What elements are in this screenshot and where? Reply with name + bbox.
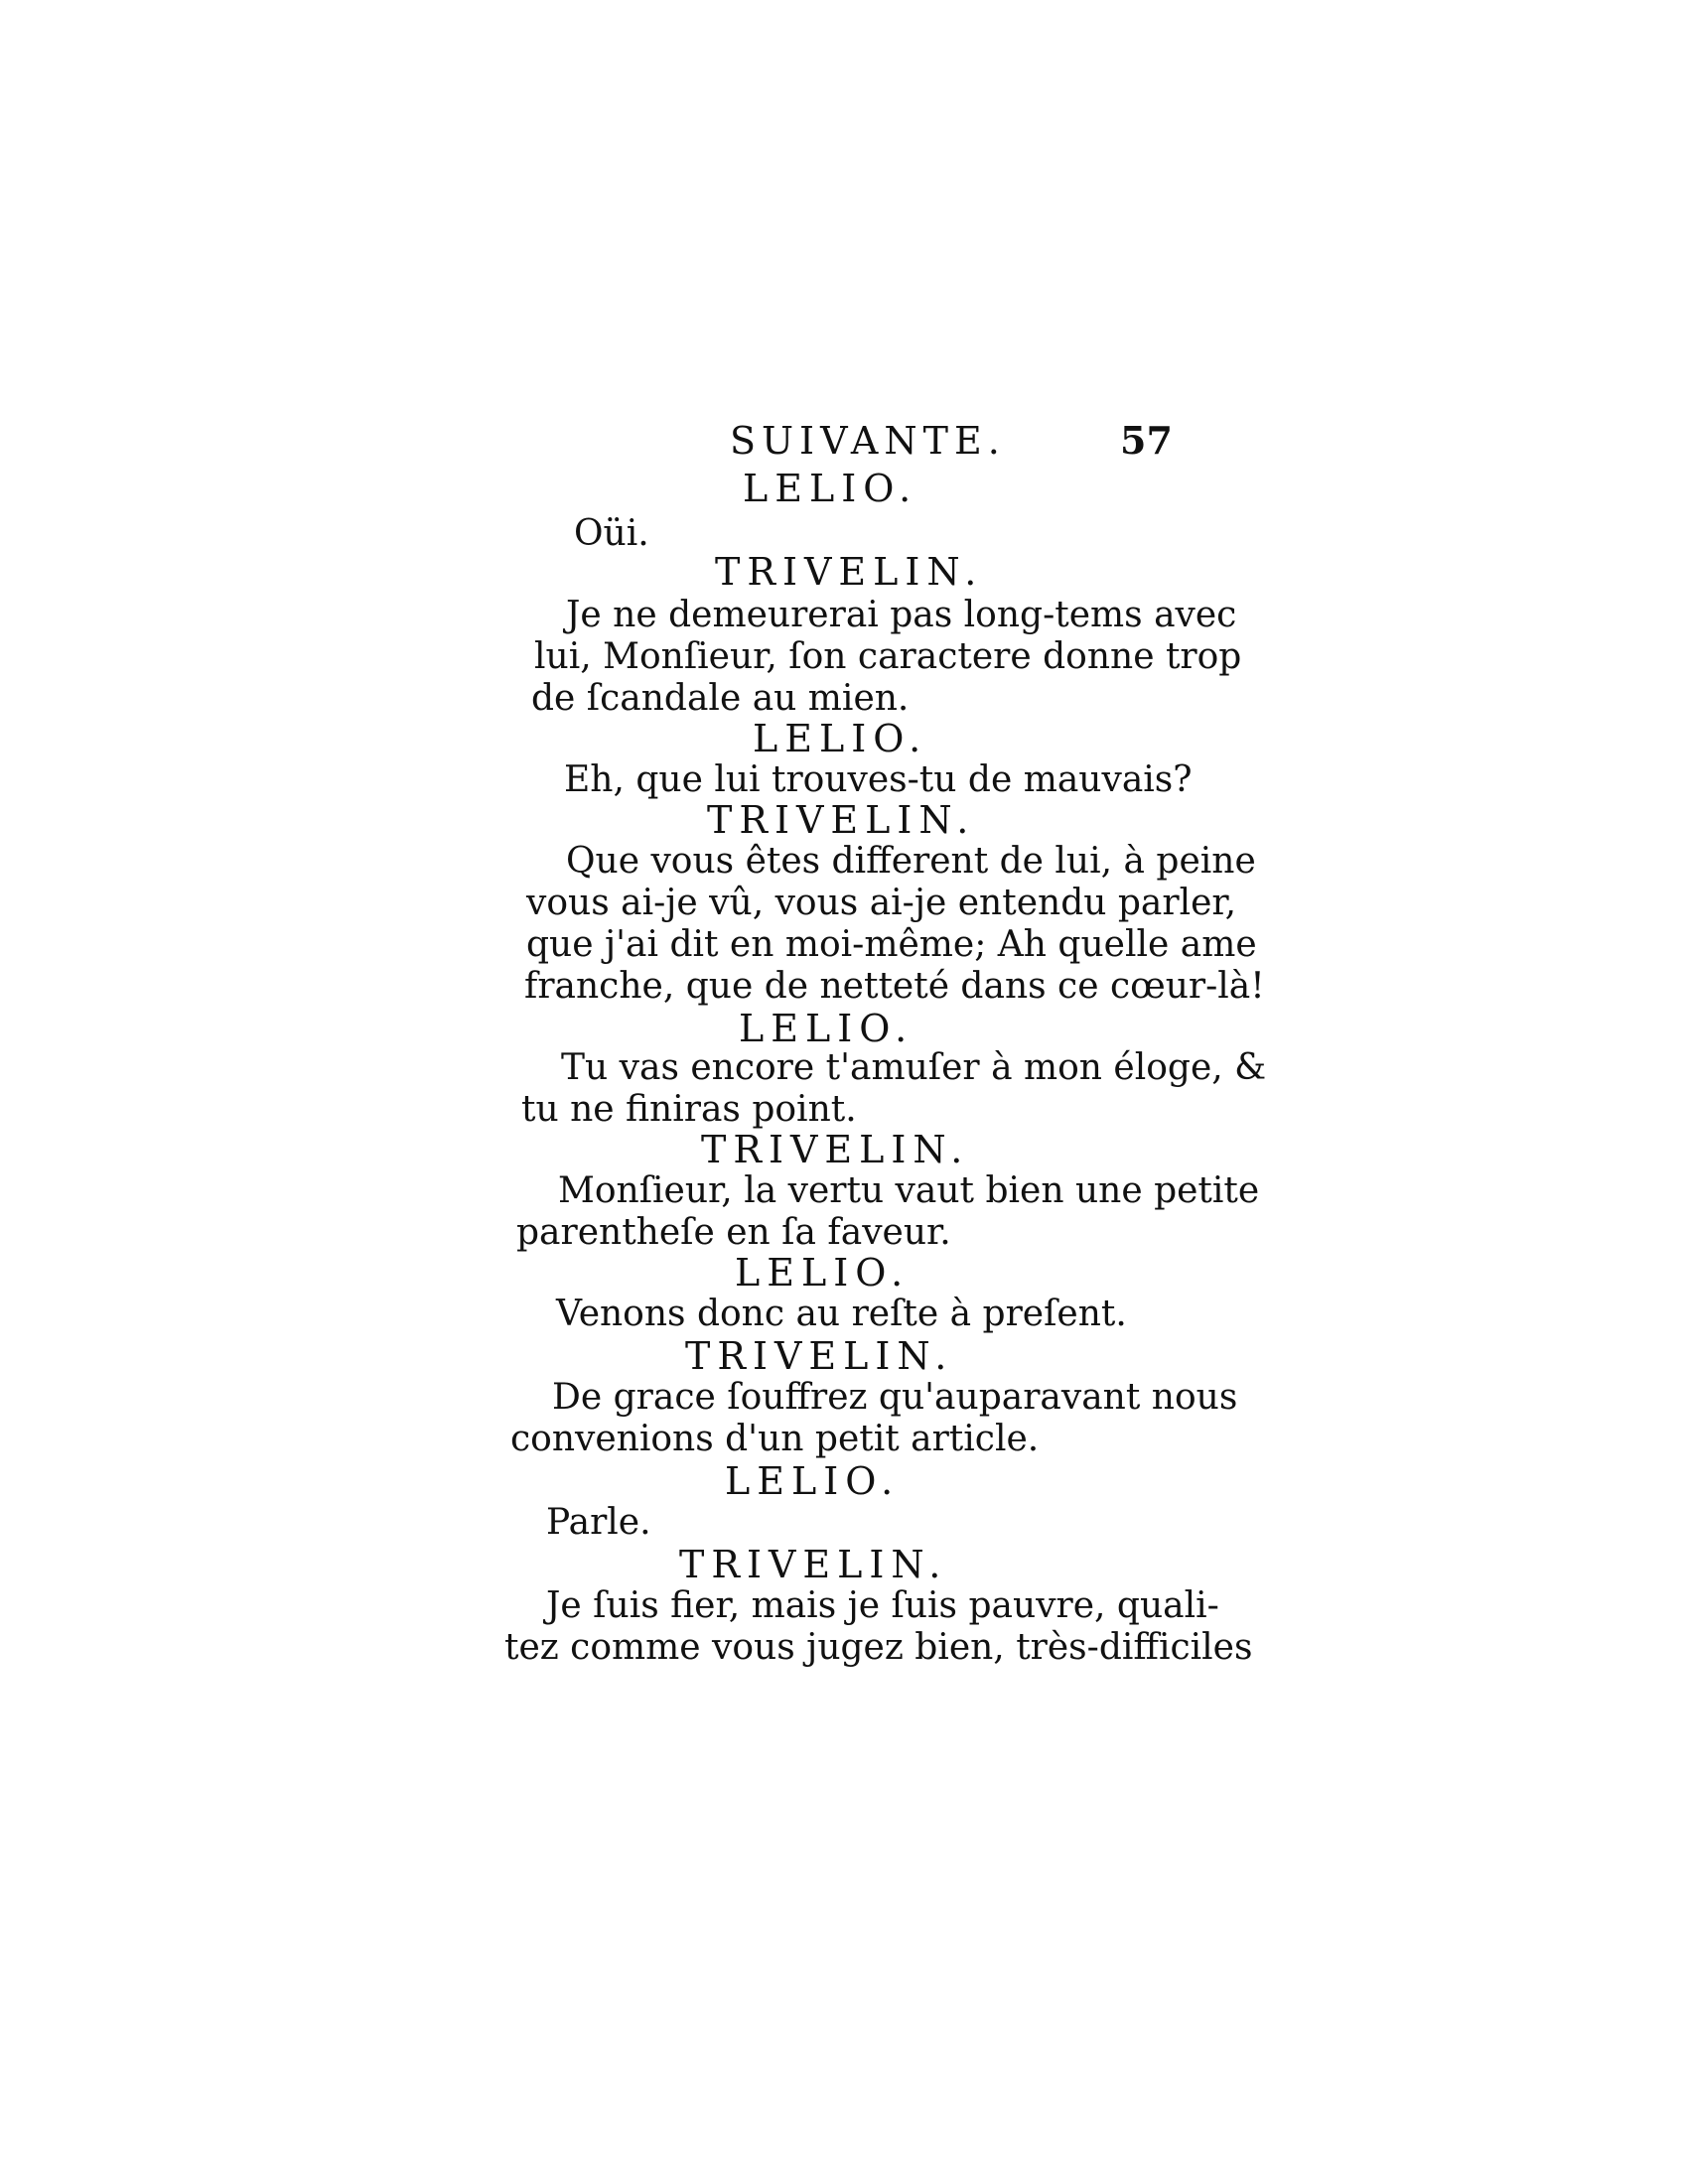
dialogue-line: convenions d'un petit article.	[510, 1419, 1040, 1459]
dialogue-line: Que vous êtes different de lui, à peine	[566, 841, 1256, 882]
speaker-name: TRIVELIN.	[715, 550, 984, 594]
speaker-name: LELIO.	[753, 717, 928, 760]
dialogue-line: Eh, que lui trouves-tu de mauvais?	[564, 759, 1193, 800]
dialogue-line: vous ai-je vû, vous ai-je entendu parler,	[526, 883, 1237, 923]
speaker-name: TRIVELIN.	[707, 798, 976, 842]
running-title: SUIVANTE.	[730, 419, 1006, 463]
dialogue-line: Je ſuis fier, mais je ſuis pauvre, quali-	[546, 1585, 1219, 1626]
dialogue-line: Monſieur, la vertu vaut bien une petite	[558, 1170, 1260, 1211]
speaker-name: TRIVELIN.	[685, 1334, 954, 1378]
dialogue-line: Je ne demeurerai pas long-tems avec	[566, 595, 1237, 635]
speaker-name: LELIO.	[725, 1459, 901, 1503]
dialogue-line: tez comme vous jugez bien, très-difficiles	[504, 1627, 1253, 1668]
speaker-name: LELIO.	[739, 1007, 914, 1050]
dialogue-line: de ſcandale au mien.	[531, 678, 910, 719]
dialogue-line: lui, Monſieur, ſon caractere donne trop	[534, 636, 1242, 677]
speaker-name: TRIVELIN.	[679, 1543, 948, 1586]
speaker-name: TRIVELIN.	[701, 1128, 970, 1171]
speaker-name: LELIO.	[743, 467, 918, 510]
dialogue-line: parentheſe en ſa faveur.	[516, 1212, 951, 1253]
page-number: 57	[1120, 418, 1173, 463]
dialogue-line: Tu vas encore t'amuſer à mon éloge, &	[561, 1047, 1267, 1088]
dialogue-line: franche, que de netteté dans ce cœur-là!	[524, 966, 1265, 1007]
dialogue-line: tu ne finiras point.	[521, 1089, 857, 1130]
dialogue-line: Parle.	[546, 1502, 651, 1543]
speaker-name: LELIO.	[735, 1251, 911, 1295]
dialogue-line: Oüi.	[574, 513, 649, 554]
dialogue-line: Venons donc au reſte à preſent.	[556, 1294, 1127, 1334]
dialogue-line: De grace ſouffrez qu'auparavant nous	[552, 1377, 1238, 1418]
dialogue-line: que j'ai dit en moi-même; Ah quelle ame	[526, 924, 1257, 965]
